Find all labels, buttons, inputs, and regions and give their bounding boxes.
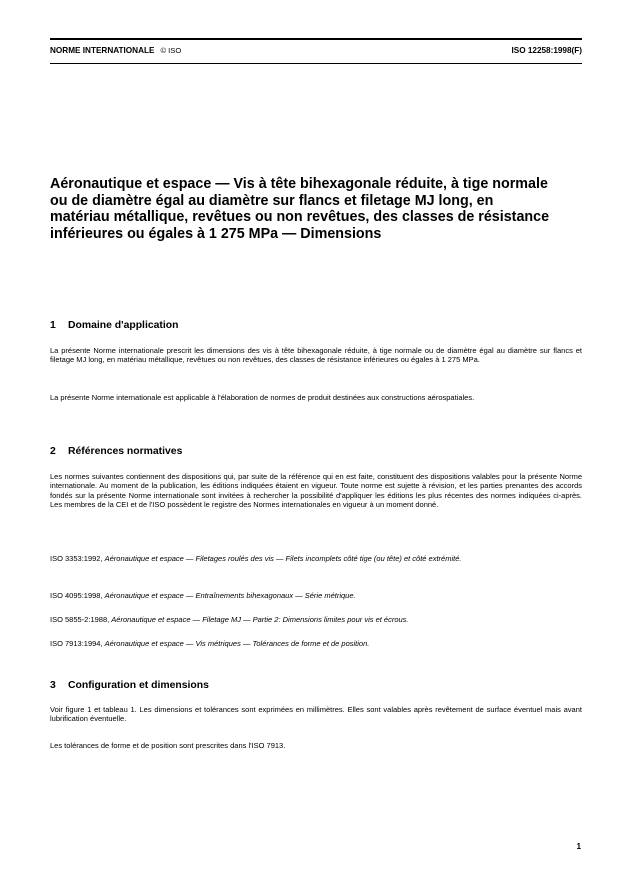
reference-iso-3353	[50, 554, 582, 563]
reference-iso-4095	[50, 591, 582, 600]
header-standard-type: NORME INTERNATIONALE	[50, 46, 155, 55]
reference-code: ISO 3353:1992,	[50, 554, 105, 563]
reference-code: ISO 5855-2:1988,	[50, 615, 112, 624]
section-2-paragraph-1: Les normes suivantes contiennent des dispositions qui, par suite de la référence qui en est faite, constituent des dispositions valables pour la présente Norme internationale. Au moment de la publication, les éditions indiquées étaient en vigueur. Toute norme est sujette à révision, et les parties prenantes des accords fondés sur la présente Norme internationale sont invitées à rechercher la possibilité d'appliquer les éditions les plus récentes des normes indiquées ci-après. Les membres de la CEI et de l'ISO possèdent le registre des Normes internationales en vigueur à un moment donné.	[50, 472, 582, 510]
reference-code: ISO 7913:1994,	[50, 639, 105, 648]
reference-iso-5855-2	[50, 615, 582, 624]
section-3-title: Configuration et dimensions	[68, 680, 209, 691]
section-1-paragraph-1: La présente Norme internationale prescrit les dimensions des vis à tête bihexagonale réduite, à tige normale ou de diamètre égal au diamètre sur flancs et filetage MJ long, en matériau métallique, revêtues ou non revêtues, des classes de résistance inférieures ou égales à 1 275 MPa.	[50, 346, 582, 365]
reference-title: Aéronautique et espace — Entraînements bihexagonaux — Série métrique.	[104, 591, 356, 600]
reference-title: Aéronautique et espace — Filetages roulés des vis — Filets incomplets côté tige (ou tête) et côté extrémité.	[104, 554, 462, 563]
section-2-title: Références normatives	[68, 446, 183, 457]
page-number: 1	[576, 842, 581, 851]
section-1-number: 1	[50, 320, 56, 331]
document-title: Aéronautique et espace — Vis à tête bihexagonale réduite, à tige normale ou de diamètre égal au diamètre sur flancs et filetage MJ long, en matériau métallique, revêtues ou non revêtues, des classes de résistance inférieures ou égales à 1 275 MPa — Dimensions	[50, 176, 550, 242]
section-2-heading	[50, 446, 182, 457]
header-copyright: © ISO	[160, 46, 182, 55]
header-standard-number: ISO 12258:1998(F)	[511, 46, 582, 55]
reference-iso-7913	[50, 639, 582, 648]
section-3-paragraph-1: Voir figure 1 et tableau 1. Les dimensions et tolérances sont exprimées en millimètres. Elles sont valables après revêtement de surface éventuel mais avant lubrification éventuelle.	[50, 705, 582, 724]
reference-title: Aéronautique et espace — Filetage MJ — Partie 2: Dimensions limites pour vis et écrous.	[111, 615, 409, 624]
section-3-paragraph-2: Les tolérances de forme et de position sont prescrites dans l'ISO 7913.	[50, 741, 286, 750]
reference-code: ISO 4095:1998,	[50, 591, 105, 600]
section-2-number: 2	[50, 446, 56, 457]
page-header	[50, 38, 582, 64]
header-left	[50, 46, 181, 55]
section-1-heading	[50, 320, 178, 331]
section-3-number: 3	[50, 680, 56, 691]
reference-title: Aéronautique et espace — Vis métriques — Tolérances de forme et de position.	[104, 639, 370, 648]
section-1-title: Domaine d'application	[68, 320, 179, 331]
section-1-paragraph-2: La présente Norme internationale est applicable à l'élaboration de normes de produit destinées aux constructions aérospatiales.	[50, 393, 475, 402]
section-3-heading	[50, 680, 209, 691]
